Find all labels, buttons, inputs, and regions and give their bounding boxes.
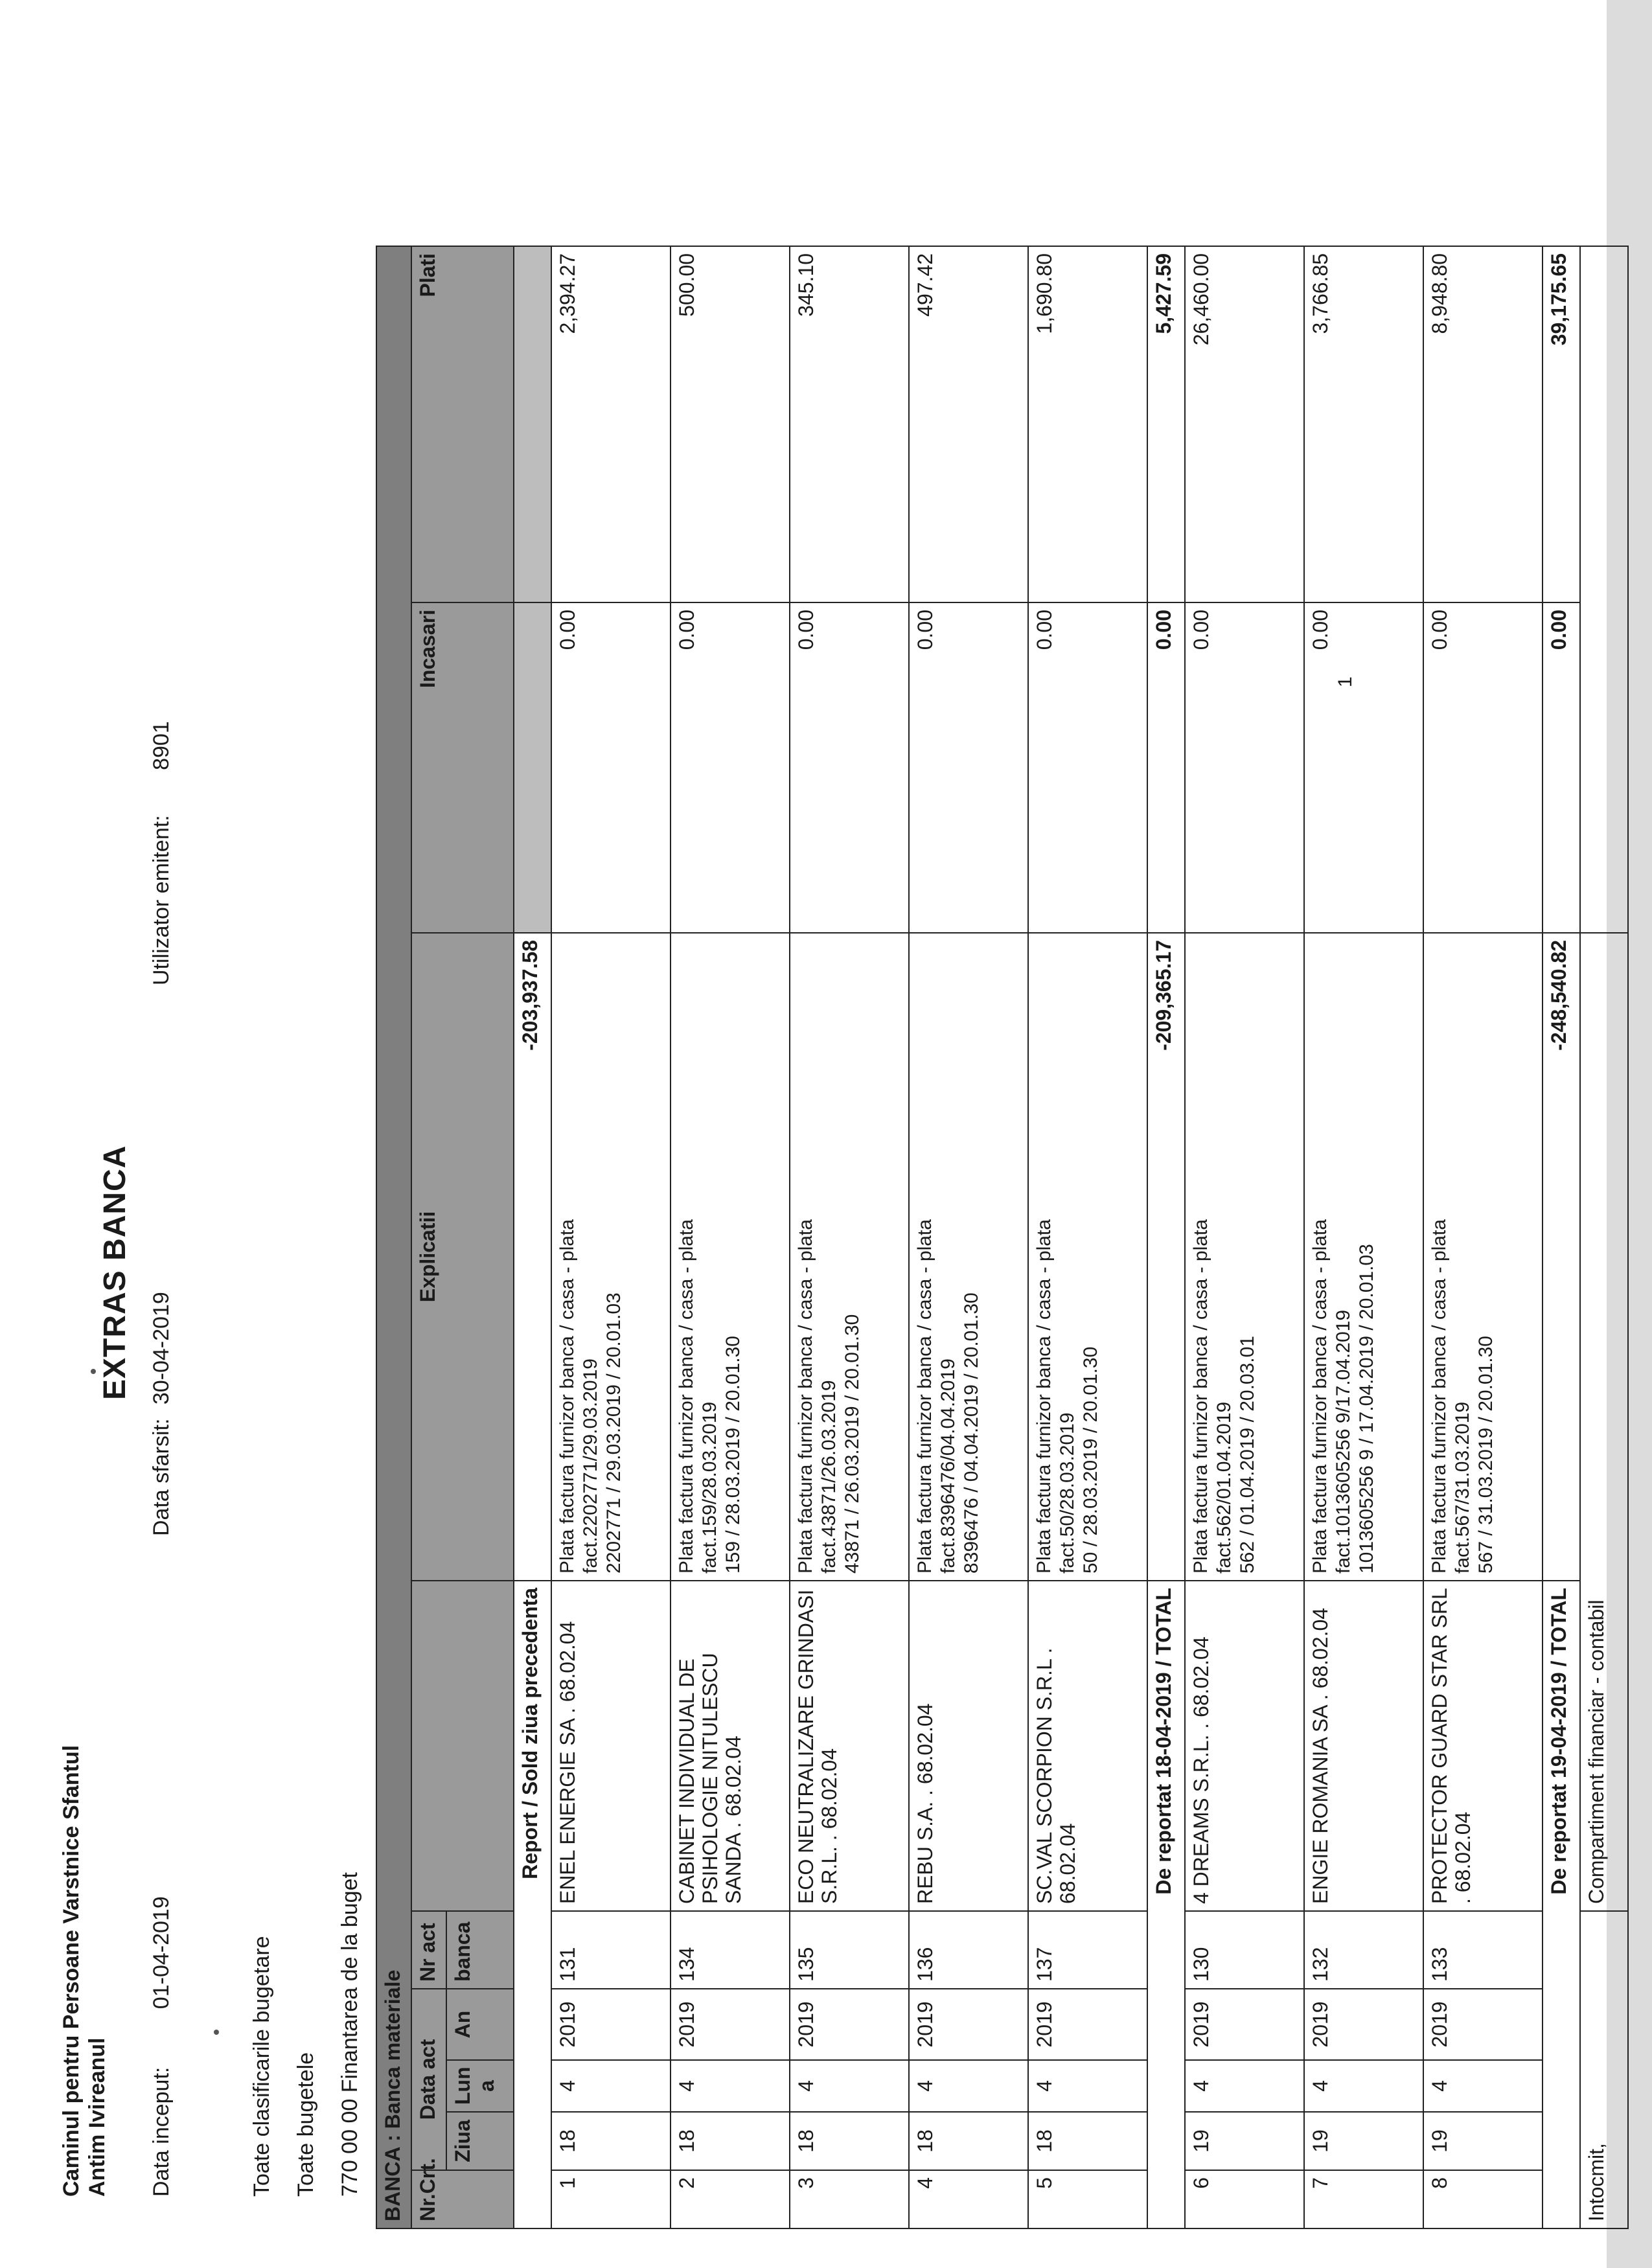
row-incasari: 0.00 [1423, 602, 1543, 933]
total-row [1543, 246, 1580, 2228]
row-plati: 500.00 [671, 246, 790, 602]
table-row [671, 246, 790, 2228]
row-explicatii: Plata factura furnizor banca / casa - plata fact.2202771/29.03.2019 2202771 / 29.03.2019 / 20.01.03 [551, 933, 671, 1581]
row-ziua: 18 [551, 2112, 671, 2170]
issuing-user [149, 721, 174, 985]
col-luna: Lun a [446, 2060, 514, 2112]
row-explicatii: Plata factura furnizor banca / casa - plata fact.567/31.03.2019 567 / 31.03.2019 / 20.01.30 [1423, 933, 1543, 1581]
total-plati: 5,427.59 [1147, 246, 1185, 602]
row-nr: 2 [671, 2170, 790, 2228]
row-nr: 3 [790, 2170, 909, 2228]
report-value: -203,937.58 [514, 933, 551, 1581]
end-date [149, 1292, 174, 1536]
row-luna: 4 [551, 2060, 671, 2112]
row-an: 2019 [1185, 1989, 1304, 2060]
filter-budgets: Toate bugetele [293, 2052, 318, 2197]
department-label: Compartiment financiar - contabil [1580, 933, 1628, 1911]
row-plati: 497.42 [909, 246, 1028, 602]
row-plati: 345.10 [790, 246, 909, 602]
row-partner: ECO NEUTRALIZARE GRINDASI S.R.L. . 68.02.04 [790, 1581, 909, 1911]
table-row [790, 246, 909, 2228]
issuing-user-value: 8901 [149, 721, 174, 770]
row-plati: 8,948.80 [1423, 246, 1543, 602]
col-data-act: Data act [411, 1989, 446, 2170]
row-partner: ENEL ENERGIE SA . 68.02.04 [551, 1581, 671, 1911]
row-incasari: 0.00 [909, 602, 1028, 933]
row-incasari: 0.00 [551, 602, 671, 933]
row-nr-act: 131 [551, 1911, 671, 1989]
total-label: De reportat 19-04-2019 / TOTAL [1543, 1581, 1580, 2228]
end-date-value: 30-04-2019 [149, 1292, 174, 1405]
row-nr: 5 [1028, 2170, 1147, 2228]
row-explicatii: Plata factura furnizor banca / casa - plata fact.562/01.04.2019 562 / 01.04.2019 / 20.03.01 [1185, 933, 1304, 1581]
row-plati: 1,690.80 [1028, 246, 1147, 602]
scan-speck [91, 1369, 96, 1374]
row-an: 2019 [909, 1989, 1028, 2060]
filters [240, 1872, 372, 2197]
row-ziua: 19 [1304, 2112, 1423, 2170]
col-plati: Plati [411, 246, 514, 602]
row-nr: 4 [909, 2170, 1028, 2228]
row-plati: 2,394.27 [551, 246, 671, 602]
start-date-value: 01-04-2019 [149, 1896, 174, 2010]
total-plati: 39,175.65 [1543, 246, 1580, 602]
col-nrcrt: Nr.Crt. [411, 2170, 514, 2228]
col-an: An [446, 1989, 514, 2060]
row-incasari: 0.00 [671, 602, 790, 933]
bank-statement-table [376, 246, 1629, 2229]
row-luna: 4 [1423, 2060, 1543, 2112]
institution-name [58, 1745, 110, 2197]
bank-label: BANCA : Banca materiale [376, 246, 411, 2228]
issuing-user-label: Utilizator emitent: [149, 815, 174, 985]
institution-line-2: Antim Ivireanul [85, 2037, 109, 2197]
total-incasari: 0.00 [1543, 602, 1580, 933]
col-banca: banca [446, 1911, 514, 1989]
end-date-label: Data sfarsit: [149, 1418, 174, 1536]
row-partner: REBU S.A. . 68.02.04 [909, 1581, 1028, 1911]
table-row [1423, 246, 1543, 2228]
row-incasari: 0.00 [1028, 602, 1147, 933]
row-nr: 6 [1185, 2170, 1304, 2228]
table-row [551, 246, 671, 2228]
row-an: 2019 [671, 1989, 790, 2060]
row-plati: 26,460.00 [1185, 246, 1304, 602]
row-partner: 4 DREAMS S.R.L. . 68.02.04 [1185, 1581, 1304, 1911]
row-plati: 3,766.85 [1304, 246, 1423, 602]
table-row [1185, 246, 1304, 2228]
row-explicatii: Plata factura furnizor banca / casa - plata fact.43871/26.03.2019 43871 / 26.03.2019 / 20.01.30 [790, 933, 909, 1581]
col-explicatii: Explicatii [411, 933, 514, 1581]
row-ziua: 18 [909, 2112, 1028, 2170]
row-ziua: 19 [1423, 2112, 1543, 2170]
row-incasari: 0.00 [1185, 602, 1304, 933]
row-partner: PROTECTOR GUARD STAR SRL . 68.02.04 [1423, 1581, 1543, 1911]
total-incasari: 0.00 [1147, 602, 1185, 933]
row-nr-act: 136 [909, 1911, 1028, 1989]
row-nr-act: 133 [1423, 1911, 1543, 1989]
col-incasari: Incasari [411, 602, 514, 933]
filter-financing: 770 00 00 Finantarea de la buget [338, 1872, 362, 2197]
row-an: 2019 [790, 1989, 909, 2060]
table-row [1028, 246, 1147, 2228]
row-ziua: 19 [1185, 2112, 1304, 2170]
row-luna: 4 [909, 2060, 1028, 2112]
row-partner: SC.VAL SCORPION S.R.L . 68.02.04 [1028, 1581, 1147, 1911]
row-luna: 4 [1028, 2060, 1147, 2112]
row-incasari: 0.00 [790, 602, 909, 933]
row-ziua: 18 [671, 2112, 790, 2170]
start-date-label: Data inceput: [149, 2067, 174, 2197]
row-luna: 4 [1185, 2060, 1304, 2112]
row-an: 2019 [1028, 1989, 1147, 2060]
total-sold: -209,365.17 [1147, 933, 1185, 1581]
row-ziua: 18 [1028, 2112, 1147, 2170]
row-luna: 4 [790, 2060, 909, 2112]
row-nr: 8 [1423, 2170, 1543, 2228]
col-nr-act: Nr act [411, 1911, 446, 1989]
row-explicatii: Plata factura furnizor banca / casa - plata fact.50/28.03.2019 50 / 28.03.2019 / 20.01.30 [1028, 933, 1147, 1581]
row-nr-act: 134 [671, 1911, 790, 1989]
row-explicatii: Plata factura furnizor banca / casa - plata fact.159/28.03.2019 159 / 28.03.2019 / 20.01.30 [671, 933, 790, 1581]
report-label: Report / Sold ziua precedenta [514, 1581, 551, 2228]
row-luna: 4 [1304, 2060, 1423, 2112]
total-sold: -248,540.82 [1543, 933, 1580, 1581]
row-nr-act: 130 [1185, 1911, 1304, 1989]
row-explicatii: Plata factura furnizor banca / casa - plata fact.1013605256 9/17.04.2019 1013605256 9 / 17.04.2019 / 20.01.03 [1304, 933, 1423, 1581]
row-an: 2019 [1304, 1989, 1423, 2060]
row-nr-act: 132 [1304, 1911, 1423, 1989]
col-ziua: Ziua [446, 2112, 514, 2170]
filter-classifications: Toate clasificarile bugetare [249, 1936, 274, 2197]
signature-row [1580, 246, 1628, 2228]
prepared-by-label: Intocmit, [1580, 1911, 1628, 2228]
document-title: EXTRAS BANCA [98, 1145, 132, 1400]
row-nr-act: 135 [790, 1911, 909, 1989]
col-partner [411, 1581, 514, 1911]
row-nr-act: 137 [1028, 1911, 1147, 1989]
institution-line-1: Caminul pentru Persoane Varstnice Sfantul [59, 1745, 84, 2197]
table-row [1304, 246, 1423, 2228]
total-label: De reportat 18-04-2019 / TOTAL [1147, 1581, 1185, 2228]
report-row [514, 246, 551, 2228]
start-date [149, 1896, 174, 2197]
row-an: 2019 [551, 1989, 671, 2060]
row-nr: 1 [551, 2170, 671, 2228]
row-incasari: 0.00 [1304, 602, 1423, 933]
scan-speck [214, 2030, 219, 2035]
row-explicatii: Plata factura furnizor banca / casa - plata fact.8396476/04.04.2019 8396476 / 04.04.2019 / 20.01.30 [909, 933, 1028, 1581]
row-luna: 4 [671, 2060, 790, 2112]
page-number: 1 [1335, 676, 1356, 687]
row-partner: CABINET INDIVIDUAL DE PSIHOLOGIE NITULESCU SANDA . 68.02.04 [671, 1581, 790, 1911]
row-an: 2019 [1423, 1989, 1543, 2060]
row-nr: 7 [1304, 2170, 1423, 2228]
table-row [909, 246, 1028, 2228]
row-ziua: 18 [790, 2112, 909, 2170]
total-row [1147, 246, 1185, 2228]
row-partner: ENGIE ROMANIA SA . 68.02.04 [1304, 1581, 1423, 1911]
